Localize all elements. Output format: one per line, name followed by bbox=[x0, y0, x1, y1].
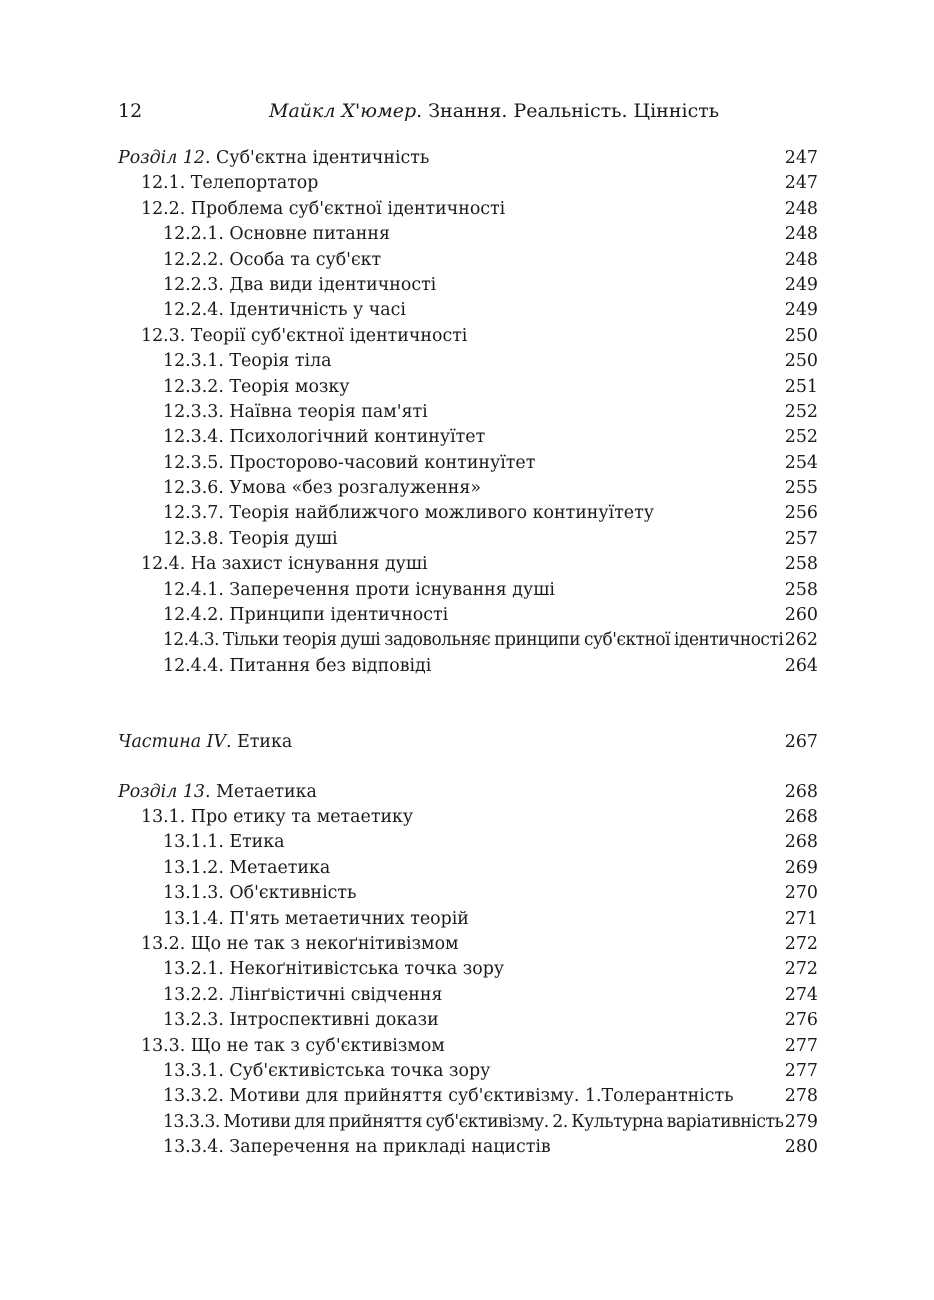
toc-subsection bbox=[118, 1059, 818, 1084]
subsection-title: 12.2.1. Основне питання bbox=[163, 224, 390, 245]
page-ref: 254 bbox=[784, 452, 818, 473]
toc-chapter-12 bbox=[118, 146, 818, 171]
toc-subsection bbox=[118, 983, 818, 1008]
toc-subsection bbox=[118, 248, 818, 273]
toc-subsection bbox=[118, 907, 818, 932]
page-ref: 248 bbox=[784, 198, 818, 219]
toc-subsection bbox=[118, 298, 818, 323]
page-ref: 264 bbox=[784, 655, 818, 676]
toc-section bbox=[118, 805, 818, 830]
part-label: Частина IV bbox=[118, 732, 227, 753]
section-title: 12.4. На захист існування душі bbox=[141, 554, 428, 575]
subsection-title: 12.3.4. Психологічний континуїтет bbox=[163, 427, 486, 448]
page-ref: 270 bbox=[784, 883, 818, 904]
toc-subsection bbox=[118, 349, 818, 374]
page-ref: 279 bbox=[784, 1111, 818, 1132]
page-ref: 277 bbox=[784, 1035, 818, 1056]
subsection-title: 13.2.2. Лінґвістичні свідчення bbox=[163, 984, 443, 1005]
section-title: 13.1. Про етику та метаетику bbox=[141, 806, 414, 827]
page-ref: 248 bbox=[784, 224, 818, 245]
subsection-title: 13.3.3. Мотиви для прийняття суб'єктивізму. 2. Культурна варіативність bbox=[163, 1111, 784, 1132]
subsection-title: 12.3.8. Теорія душі bbox=[163, 528, 338, 549]
chapter-label: Розділ 12 bbox=[118, 148, 205, 168]
subsection-title: 13.1.1. Етика bbox=[163, 832, 285, 853]
page-ref: 269 bbox=[784, 857, 818, 878]
subsection-title: 12.3.6. Умова «без розгалуження» bbox=[163, 478, 481, 499]
subsection-title: 12.3.2. Теорія мозку bbox=[163, 376, 350, 397]
page-ref: 268 bbox=[784, 781, 818, 802]
subsection-title: 12.3.7. Теорія найближчого можливого континуїтету bbox=[163, 503, 654, 524]
page-ref: 276 bbox=[784, 1010, 818, 1031]
subsection-title: 12.4.4. Питання без відповіді bbox=[163, 655, 432, 676]
toc-subsection bbox=[118, 881, 818, 906]
page-ref: 272 bbox=[784, 933, 818, 954]
toc-subsection bbox=[118, 1084, 818, 1109]
toc-subsection bbox=[118, 273, 818, 298]
subsection-title: 12.4.3. Тільки теорія душі задовольняє принципи суб'єктної ідентичності bbox=[163, 630, 784, 651]
subsection-title: 13.1.4. П'ять метаетичних теорій bbox=[163, 908, 469, 929]
page-ref: 256 bbox=[784, 503, 818, 524]
toc-part-4 bbox=[118, 730, 818, 755]
subsection-title: 12.2.2. Особа та суб'єкт bbox=[163, 249, 382, 270]
subsection-title: 13.1.2. Метаетика bbox=[163, 857, 331, 878]
toc-subsection bbox=[118, 375, 818, 400]
toc-subsection bbox=[118, 476, 818, 501]
page-ref: 268 bbox=[784, 832, 818, 853]
page-ref: 277 bbox=[784, 1060, 818, 1081]
subsection-title: 12.4.2. Принципи ідентичності bbox=[163, 605, 449, 626]
subsection-title: 13.3.2. Мотиви для прийняття суб'єктивізму. 1.Толерантність bbox=[163, 1086, 734, 1107]
subsection-title: 12.2.4. Ідентичність у часі bbox=[163, 300, 406, 321]
page-ref: 280 bbox=[784, 1137, 818, 1158]
page-ref: 252 bbox=[784, 427, 818, 448]
page-ref: 249 bbox=[784, 300, 818, 321]
page-ref: 278 bbox=[784, 1086, 818, 1107]
page-ref: 257 bbox=[784, 528, 818, 549]
toc-subsection bbox=[118, 1135, 818, 1160]
page-ref: 251 bbox=[784, 376, 818, 397]
toc-subsection bbox=[118, 451, 818, 476]
toc-subsection bbox=[118, 1110, 818, 1135]
page-ref: 250 bbox=[784, 325, 818, 346]
toc-section bbox=[118, 171, 818, 196]
toc-subsection bbox=[118, 501, 818, 526]
toc-subsection bbox=[118, 425, 818, 450]
toc-subsection bbox=[118, 628, 818, 653]
toc-subsection bbox=[118, 527, 818, 552]
page-ref: 258 bbox=[784, 579, 818, 600]
toc-chapter-13 bbox=[118, 780, 818, 805]
page-ref: 252 bbox=[784, 401, 818, 422]
toc-section bbox=[118, 552, 818, 577]
page-ref: 274 bbox=[784, 984, 818, 1005]
toc-section bbox=[118, 324, 818, 349]
toc-subsection bbox=[118, 856, 818, 881]
section-title: 13.3. Що не так з суб'єктивізмом bbox=[141, 1035, 445, 1056]
section-title: 12.2. Проблема суб'єктної ідентичності bbox=[141, 198, 506, 219]
subsection-title: 12.3.3. Наївна теорія пам'яті bbox=[163, 401, 428, 422]
page-ref: 247 bbox=[784, 173, 818, 194]
subsection-title: 12.4.1. Заперечення проти існування душі bbox=[163, 579, 555, 600]
chapter-title: . Метаетика bbox=[204, 781, 317, 802]
page-ref: 255 bbox=[784, 478, 818, 499]
toc-subsection bbox=[118, 654, 818, 679]
toc-section bbox=[118, 197, 818, 222]
toc-subsection bbox=[118, 830, 818, 855]
subsection-title: 13.3.4. Заперечення на прикладі нацистів bbox=[163, 1137, 551, 1158]
chapter-label: Розділ 13 bbox=[118, 781, 205, 802]
toc-subsection bbox=[118, 400, 818, 425]
subsection-title: 12.3.5. Просторово-часовий континуїтет bbox=[163, 452, 536, 473]
page-ref: 250 bbox=[784, 351, 818, 372]
subsection-title: 13.3.1. Суб'єктивістська точка зору bbox=[163, 1060, 491, 1081]
page-ref: 267 bbox=[784, 732, 818, 753]
page-ref: 262 bbox=[784, 630, 818, 651]
toc-section bbox=[118, 932, 818, 957]
toc-section bbox=[118, 1034, 818, 1059]
subsection-title: 13.2.3. Інтроспективні докази bbox=[163, 1010, 439, 1031]
author-name: Майкл Х'юмер bbox=[269, 100, 417, 122]
page-ref: 249 bbox=[784, 274, 818, 295]
toc-subsection bbox=[118, 578, 818, 603]
page-ref: 271 bbox=[784, 908, 818, 929]
toc-subsection bbox=[118, 957, 818, 982]
section-title: 12.3. Теорії суб'єктної ідентичності bbox=[141, 325, 468, 346]
toc-subsection bbox=[118, 603, 818, 628]
chapter-title: . Суб'єктна ідентичність bbox=[204, 148, 430, 168]
page-ref: 272 bbox=[784, 959, 818, 980]
section-title: 13.2. Що не так з некоґнітивізмом bbox=[141, 933, 459, 954]
subsection-title: 13.1.3. Об'єктивність bbox=[163, 883, 357, 904]
book-title: . Знання. Реальність. Цінність bbox=[416, 100, 720, 122]
table-of-contents bbox=[118, 146, 818, 1160]
part-title: . Етика bbox=[226, 732, 293, 753]
page-ref: 258 bbox=[784, 554, 818, 575]
running-header bbox=[118, 100, 818, 130]
page-ref: 260 bbox=[784, 605, 818, 626]
subsection-title: 12.3.1. Теорія тіла bbox=[163, 351, 332, 372]
running-title bbox=[269, 100, 719, 122]
page-ref: 248 bbox=[784, 249, 818, 270]
section-title: 12.1. Телепортатор bbox=[141, 173, 319, 194]
toc-subsection bbox=[118, 1008, 818, 1033]
page-ref: 268 bbox=[784, 806, 818, 827]
subsection-title: 13.2.1. Некоґнітивістська точка зору bbox=[163, 959, 505, 980]
page-number: 12 bbox=[118, 100, 143, 122]
subsection-title: 12.2.3. Два види ідентичності bbox=[163, 274, 437, 295]
page-ref: 247 bbox=[784, 148, 818, 168]
toc-subsection bbox=[118, 222, 818, 247]
